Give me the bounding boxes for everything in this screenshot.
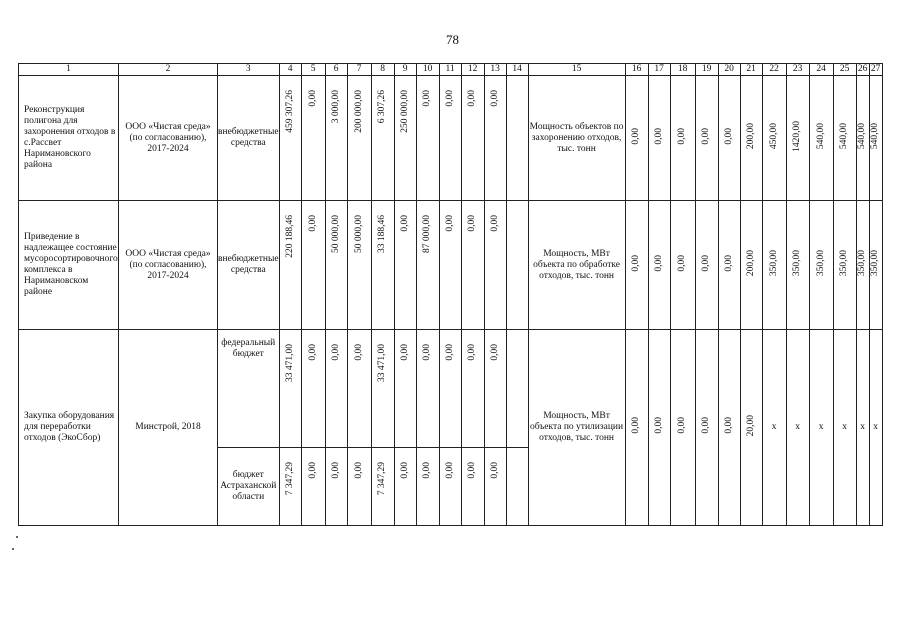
col-header: 12: [461, 64, 484, 76]
funding-value: 0,00: [467, 215, 478, 232]
header-row: [19, 64, 883, 76]
funding-value: 0,00: [444, 215, 455, 232]
target-value: 0,00: [701, 127, 712, 145]
target-value: 1420,00: [792, 120, 803, 152]
col-header: 9: [394, 64, 416, 76]
target-value: 540,00: [815, 122, 826, 150]
target-value: 0,00: [723, 254, 734, 272]
col-header: 25: [833, 64, 856, 76]
target-value: 540,00: [839, 122, 850, 150]
indicator: Мощность, МВт объекта по обработке отходов, тыс. тонн: [528, 201, 625, 330]
target-value: 0,00: [631, 254, 642, 272]
funding-value: 200 000,00: [353, 90, 364, 133]
target-value: 20,00: [745, 414, 756, 437]
funding-value: 0,00: [399, 215, 410, 232]
funding-source: бюджет Астраханской области: [218, 448, 280, 526]
col-header: 16: [625, 64, 648, 76]
program-table: [18, 63, 883, 526]
indicator: Мощность, МВт объекта по утилизации отходов, тыс. тонн: [528, 330, 625, 526]
funding-value: 33 471,00: [377, 344, 388, 382]
col-header: 7: [347, 64, 371, 76]
funding-value: 0,00: [467, 344, 478, 361]
target-value: 0,00: [653, 127, 664, 145]
target-value: 350,00: [815, 249, 826, 277]
target-value: x: [833, 330, 856, 526]
executor: ООО «Чистая среда» (по согласованию), 2017-2024: [119, 201, 218, 330]
target-value: x: [762, 330, 786, 526]
table-row: [19, 330, 883, 448]
funding-value: 250 000,00: [399, 90, 410, 133]
funding-value: 0,00: [399, 462, 410, 479]
target-value: 350,00: [857, 249, 868, 277]
target-value: x: [809, 330, 833, 526]
col-header: 27: [870, 64, 881, 74]
funding-value: 0,00: [444, 344, 455, 361]
funding-value: 0,00: [399, 344, 410, 361]
executor: ООО «Чистая среда» (по согласованию), 2017-2024: [119, 76, 218, 201]
col-header: 6: [325, 64, 347, 76]
table-row: [19, 76, 883, 201]
col-header: 8: [371, 64, 394, 76]
funding-value: 220 188,46: [284, 215, 295, 258]
table-row: [19, 201, 883, 330]
funding-value: 0,00: [422, 90, 433, 107]
target-value: x: [786, 330, 809, 526]
funding-value: 0,00: [422, 462, 433, 479]
funding-value: 0,00: [330, 462, 341, 479]
scan-speck: [12, 548, 14, 550]
funding-value: 0,00: [467, 90, 478, 107]
funding-value: 7 347,29: [284, 462, 295, 496]
col-header: 20: [718, 64, 740, 76]
measure-name: Закупка оборудования для переработки отходов (ЭкоСбор): [19, 330, 119, 526]
target-value: 0,00: [701, 254, 712, 272]
funding-value: 0,00: [353, 462, 364, 479]
col-header: 18: [670, 64, 695, 76]
funding-value: 0,00: [422, 344, 433, 361]
executor: Минстрой, 2018: [119, 330, 218, 526]
scan-speck: [16, 536, 18, 538]
funding-value: 0,00: [489, 215, 500, 232]
funding-value: 0,00: [353, 344, 364, 361]
funding-value: 0,00: [467, 462, 478, 479]
target-value: 0,00: [653, 417, 664, 434]
funding-value: 0,00: [330, 344, 341, 361]
funding-value: 50 000,00: [353, 215, 364, 253]
funding-value: 0,00: [444, 90, 455, 107]
funding-value: 50 000,00: [330, 215, 341, 253]
col-header: 14: [506, 64, 528, 76]
target-value: 0,00: [677, 254, 688, 272]
col-header: 3: [218, 64, 280, 76]
target-value: 0,00: [653, 254, 664, 272]
measure-name: Приведение в надлежащее состояние мусоросортировочного комплекса в Наримановском районе: [19, 201, 119, 330]
col-header: 15: [528, 64, 625, 76]
funding-value: 7 347,29: [377, 462, 388, 496]
funding-value: 0,00: [489, 462, 500, 479]
funding-value: 0,00: [307, 344, 318, 361]
col-header: 21: [740, 64, 762, 76]
col-header: 11: [439, 64, 461, 76]
page-number: 78: [446, 32, 459, 47]
target-value: 540,00: [857, 122, 868, 150]
funding-value: 0,00: [444, 462, 455, 479]
measure-name: Реконструкция полигона для захоронения отходов в с.Рассвет Наримановского района: [19, 76, 119, 201]
col-header: 10: [416, 64, 439, 76]
funding-value: 33 471,00: [284, 344, 295, 382]
funding-value: 33 188,46: [377, 215, 388, 253]
indicator: Мощность объектов по захоронению отходов, тыс. тонн: [528, 76, 625, 201]
funding-source: внебюджетные средства: [218, 76, 280, 201]
target-value: 350,00: [792, 249, 803, 277]
funding-value: 0,00: [307, 462, 318, 479]
funding-source: внебюджетные средства: [218, 201, 280, 330]
target-value: 350,00: [768, 249, 779, 277]
col-header: 5: [301, 64, 325, 76]
target-value: 200,00: [745, 122, 756, 150]
funding-value: 6 307,26: [377, 90, 388, 124]
funding-source: федеральный бюджет: [218, 330, 280, 448]
funding-value: 459 307,26: [284, 90, 295, 133]
target-value: 450,00: [768, 122, 779, 150]
target-value: x: [869, 330, 882, 526]
target-value: 350,00: [839, 249, 850, 277]
col-header: 2: [119, 64, 218, 76]
col-header: 24: [809, 64, 833, 76]
target-value: 200,00: [745, 249, 756, 277]
funding-value: 0,00: [307, 90, 318, 107]
target-value: 0,00: [631, 417, 642, 434]
target-value: 540,00: [870, 122, 881, 150]
col-header: 23: [786, 64, 809, 76]
funding-value: 0,00: [489, 344, 500, 361]
col-header: 22: [762, 64, 786, 76]
funding-value: 87 000,00: [422, 215, 433, 253]
funding-value: 0,00: [307, 215, 318, 232]
target-value: 0,00: [723, 127, 734, 145]
target-value: 0,00: [677, 417, 688, 434]
col-header: 26: [857, 64, 868, 74]
col-header: 19: [695, 64, 718, 76]
target-value: 0,00: [723, 417, 734, 434]
col-header: 1: [19, 64, 119, 76]
col-header: 4: [279, 64, 301, 76]
target-value: x: [856, 330, 869, 526]
funding-value: 0,00: [489, 90, 500, 107]
col-header: 17: [648, 64, 670, 76]
target-value: 0,00: [631, 127, 642, 145]
col-header: 13: [484, 64, 506, 76]
target-value: 350,00: [870, 249, 881, 277]
target-value: 0,00: [677, 127, 688, 145]
funding-value: 3 000,00: [330, 90, 341, 124]
target-value: 0,00: [701, 417, 712, 434]
